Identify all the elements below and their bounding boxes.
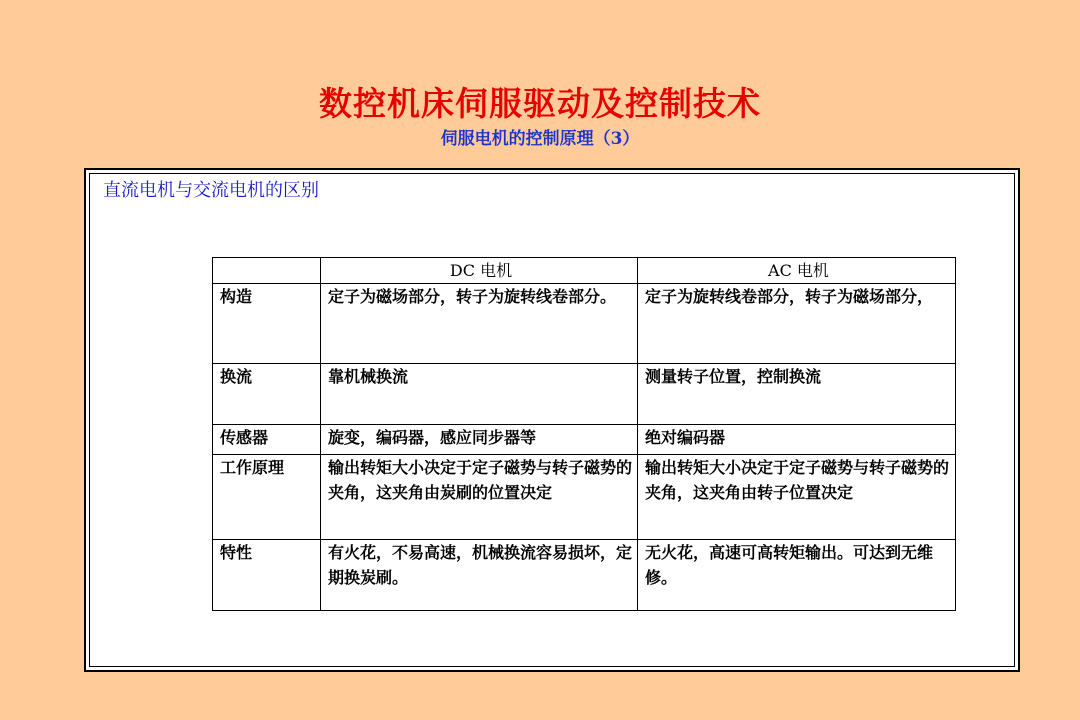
ac-cell: 测量转子位置，控制换流 (638, 364, 956, 425)
dc-cell: 定子为磁场部分，转子为旋转线卷部分。 (321, 284, 638, 364)
dc-cell: 靠机械换流 (321, 364, 638, 425)
header-cell-dc: DC 电机 (321, 258, 638, 284)
table-header-row (213, 258, 956, 284)
header-cell-ac: AC 电机 (638, 258, 956, 284)
ac-cell: 无火花，高速可高转矩输出。可达到无维修。 (638, 540, 956, 611)
page-title: 数控机床伺服驱动及控制技术 (319, 84, 761, 123)
table-row (213, 364, 956, 425)
table-row (213, 455, 956, 540)
table-row (213, 540, 956, 611)
section-heading: 直流电机与交流电机的区别 (103, 180, 319, 201)
dc-cell: 有火花，不易高速，机械换流容易损坏，定期换炭刷。 (321, 540, 638, 611)
table-row (213, 425, 956, 455)
row-label: 传感器 (213, 425, 321, 455)
page-subtitle: 伺服电机的控制原理（3） (440, 129, 640, 149)
row-label: 特性 (213, 540, 321, 611)
header-cell-empty (213, 258, 321, 284)
row-label: 工作原理 (213, 455, 321, 540)
table-row (213, 284, 956, 364)
row-label: 构造 (213, 284, 321, 364)
dc-cell: 输出转矩大小决定于定子磁势与转子磁势的夹角，这夹角由炭刷的位置决定 (321, 455, 638, 540)
comparison-table (212, 257, 956, 611)
row-label: 换流 (213, 364, 321, 425)
ac-cell: 输出转矩大小决定于定子磁势与转子磁势的夹角，这夹角由转子位置决定 (638, 455, 956, 540)
content-panel (84, 168, 1020, 672)
ac-cell: 定子为旋转线卷部分，转子为磁场部分， (638, 284, 956, 364)
ac-cell: 绝对编码器 (638, 425, 956, 455)
dc-cell: 旋变，编码器，感应同步器等 (321, 425, 638, 455)
